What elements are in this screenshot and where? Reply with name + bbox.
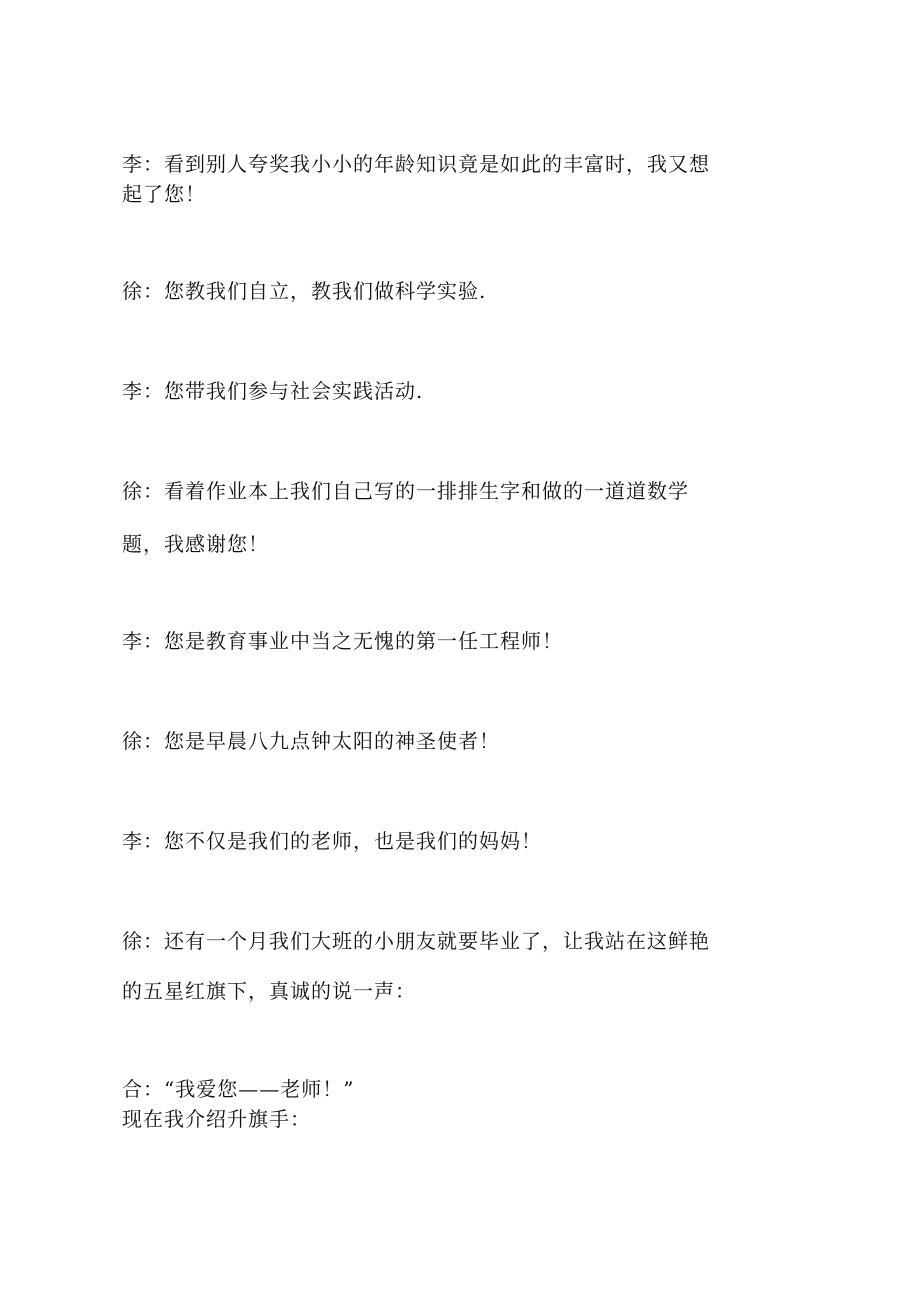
text-line: 现在我介绍升旗手：: [122, 1107, 311, 1131]
text-line: 李：看到别人夸奖我小小的年龄知识竟是如此的丰富时，我又想: [122, 152, 710, 176]
text-line: 李：您是教育事业中当之无愧的第一任工程师！: [122, 629, 563, 653]
text-line: 徐：您教我们自立，教我们做科学实验.: [122, 279, 487, 303]
text-line: 李：您带我们参与社会实践活动.: [122, 379, 424, 403]
text-line: 徐：您是早晨八九点钟太阳的神圣使者！: [122, 729, 500, 753]
text-line: 李：您不仅是我们的老师，也是我们的妈妈！: [122, 829, 542, 853]
text-line: 的五星红旗下，真诚的说一声：: [122, 979, 416, 1003]
text-line: 徐：还有一个月我们大班的小朋友就要毕业了，让我站在这鲜艳: [122, 929, 710, 953]
text-line: 徐：看着作业本上我们自己写的一排排生字和做的一道道数学: [122, 479, 689, 503]
text-line: 起了您！: [122, 182, 206, 206]
text-line: 题，我感谢您！: [122, 532, 269, 556]
text-line: 合：“我爱您——老师！”: [122, 1077, 355, 1101]
